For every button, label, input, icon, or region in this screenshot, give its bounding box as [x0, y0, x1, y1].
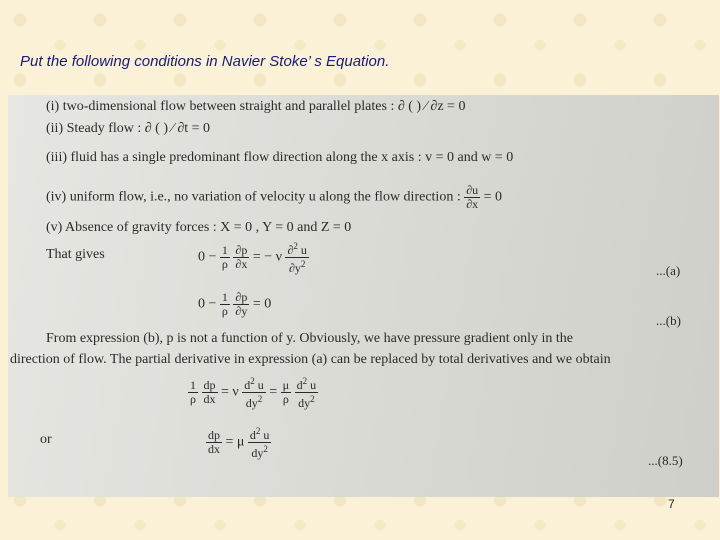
paragraph-line-2: direction of flow. The partial derivative in expression (a) can be replaced by total derivatives and we obtain: [10, 352, 611, 367]
equation-b: 0 − $\frac{1}{\rho}$ $\frac{\partial p}{\partial y}$ = 0: [198, 290, 272, 318]
textbook-photo: [8, 95, 719, 497]
page-number: 7: [668, 497, 675, 511]
condition-5: (v) Absence of gravity forces : X = 0 , Y = 0 and Z = 0: [46, 220, 352, 235]
equation-a: 0 − $\frac{1}{\rho}$ $\frac{\partial p}{\partial x}$ = − ν $\frac{\partial^2 u}{\partial y^2}$: [198, 241, 307, 275]
condition-4-text: (iv) uniform flow, i.e., no variation of velocity u along the flow direction :: [46, 189, 461, 205]
or-label: or: [40, 432, 52, 447]
paragraph-line-1: From expression (b), p is not a function of y. Obviously, we have pressure gradient only in the: [46, 331, 573, 346]
slide-title: Put the following conditions in Navier Stoke’ s Equation.: [20, 53, 390, 70]
equation-8-5-label: ...(8.5): [648, 453, 683, 468]
condition-2: (ii) Steady flow : ∂ ( ) ⁄ ∂t = 0: [46, 121, 211, 136]
equation-8-5: $\frac{dp}{dx}$ = μ $\frac{d^2 u}{dy^2}$: [208, 426, 270, 460]
condition-4: [46, 184, 502, 211]
that-gives-label: That gives: [46, 247, 105, 262]
total-derivative-equation: $\frac{1}{\rho}$ $\frac{dp}{dx}$ = ν $\frac{d^2 u}{dy^2}$ = $\frac{\mu}{\rho}$ $\frac{d^2 u}{dy^2}$: [190, 376, 317, 410]
condition-4-tail: = 0: [483, 189, 503, 205]
equation-b-label: ...(b): [656, 313, 681, 328]
du-dx-fraction: $\frac{\partial u}{\partial x}$: [466, 183, 479, 211]
condition-1: (i) two-dimensional flow between straight and parallel plates : ∂ ( ) ⁄ ∂z = 0: [46, 99, 466, 114]
condition-3: (iii) fluid has a single predominant flow direction along the x axis : v = 0 and w = 0: [46, 150, 514, 165]
equation-a-label: ...(a): [656, 263, 681, 278]
